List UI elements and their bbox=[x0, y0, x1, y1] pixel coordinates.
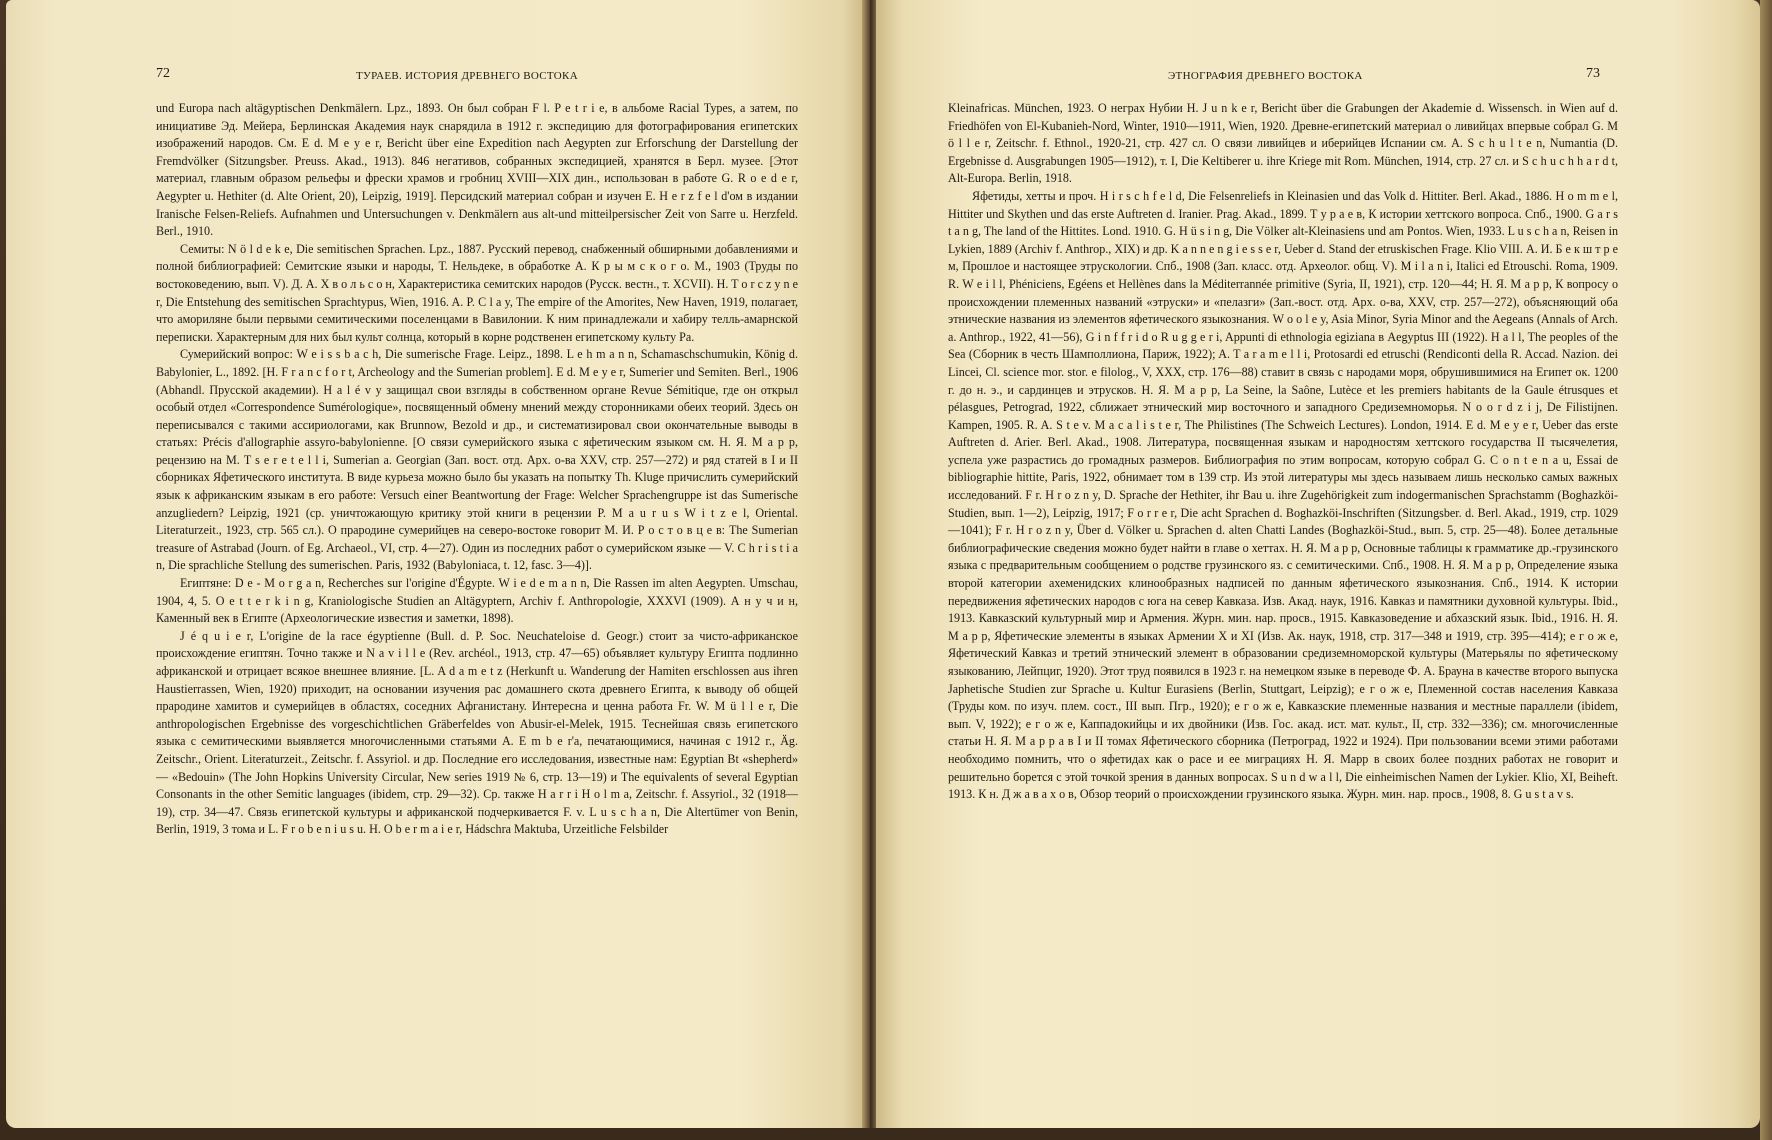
left-page-body bbox=[156, 100, 798, 839]
right-page-number: 73 bbox=[1586, 66, 1600, 81]
left-page-number: 72 bbox=[156, 66, 170, 81]
page-edges bbox=[1760, 0, 1772, 1140]
paragraph: Сумерийский вопрос: W e i s s b a c h, Die sumerische Frage. Leipz., 1898. L e h m a n n, Schamaschschumukin, König d. Babylonier, L., 1892. [H. F r a n c f o r t, Archeology and the Sumerian problem]. E d. M e y e r, Sumerier und Semiten. Berl., 1906 (Abhandl. Прусской академии). H a l é v y защищал свои взгляды в собственном органе Revue Sémitique, где он открыл особый отдел «Correspondence Sumérologique», посвященный обмену мнений между сторонниками обеих теорий. Здесь он переписывался с такими ассириологами, как Brunnow, Bezold и др., и систематизировал свои окончательные выводы в статьях: Précis d'allographie assyro-babylonienne. [О связи сумерийского языка с яфетическим языком см. Н. Я. М а р р, рецензию на М. T s e r e t e l l i, Sumerian a. Georgian (Зап. вост. отд. Арх. о-ва XXV, стр. 257—272) и ряд статей в I и II сборниках Яфетического института. В виде курьеза можно было бы указать на попытку Th. Kluge причислить сумерийский язык к африканским языкам в его работе: Versuch einer Beantwortung der Frage: Welcher Sprachengruppe ist das Sumerische anzugliedern? Leipzig, 1921 (ср. уничтожающую критику этой книги в рецензии P. M a u r u s W i t z e l, Oriental. Literaturzeit., 1923, стр. 565 сл.). О прародине сумерийцев на северо-востоке говорит М. И. Р о с т о в ц е в: The Sumerian treasure of Astrabad (Journ. of Eg. Archaeol., VI, стр. 4—27). Один из последних работ о сумерийском языке — V. C h r i s t i a n, Die sprachliche Stellung des sumerischen. Paris, 1932 (Babyloniaca, t. 12, fasc. 3—4)]. bbox=[156, 347, 798, 573]
left-running-head: ТУРАЕВ. ИСТОРИЯ ДРЕВНЕГО ВОСТОКА bbox=[356, 70, 578, 82]
left-page bbox=[6, 0, 868, 1128]
right-running-head: ЭТНОГРАФИЯ ДРЕВНЕГО ВОСТОКА bbox=[1168, 70, 1363, 82]
paragraph: Семиты: N ö l d e k e, Die semitischen Sprachen. Lpz., 1887. Русский перевод, снабженный обширными добавлениями и полной библиографией: Семитские языки и народы, Т. Нельдеке, в обработке А. К р ы м с к о г о. М., 1903 (Труды по востоковедению, вып. V). Д. А. Х в о л ь с о н, Характеристика семитских народов (Русск. вестн., т. XCVII). H. T o r c z y n e r, Die Entstehung des semitischen Sprachtypus, Wien, 1916. A. P. C l a y, The empire of the Amorites, New Haven, 1919, полагает, что амориляне были первыми семитическими поселенцами в Вавилонии. К ним принадлежали и хабиру телль-амарнской переписки. Характерным для них был культ солнца, который в корне родственен египетскому культу Ра. bbox=[156, 241, 798, 344]
paragraph: Kleinafricas. München, 1923. О неграх Нубии H. J u n k e r, Bericht über die Grabungen der Akademie d. Wissensch. in Wien auf d. Friedhöfen von El-Kubanieh-Nord, Winter, 1910—1911, Wien, 1920. Древне-египетский материал о ливийцах впервые собрал G. M ö l l e r, Zeitschr. f. Ethnol., 1920-21, стр. 427 сл. О связи ливийцев и иберийцев Испании см. A. S c h u l t e n, Numantia (D. Ergebnisse d. Ausgrabungen 1905—1912), т. I, Die Keltiberer u. ihre Kriege mit Rom. München, 1914, стр. 27 сл. и S c h u c h h a r d t, Alt-Europa. Berlin, 1918. bbox=[948, 101, 1618, 186]
paragraph: J é q u i e r, L'origine de la race égyptienne (Bull. d. P. Soc. Neuchateloise d. Geogr.) стоит за чисто-африканское происхождение египтян. Точно также и N a v i l l e (Rev. archéol., 1913, стр. 47—65) объявляет культуру Египта подлинно африканской и отрицает всякое внешнее влияние. [L. A d a m e t z (Herkunft u. Wanderung der Hamiten erschlossen aus ihren Haustierrassen, Wien, 1920) приходит, на основании изучения рас домашнего скота древнего Египта, к выводу об общей прародине хамитов и сумерийцев в областях, соседних Афганистану. Интересна и ценна работа Fr. W. M ü l l e r, Die anthropologischen Ergebnisse des vorgeschichtlichen Gräberfeldes von Abusir-el-Melek, 1915. Теснейшая связь египетского языка с семитическими выявляется многочисленными статьями A. E m b e r'a, печатающимися, начиная с 1912 г., Äg. Zeitschr., Orient. Literaturzeit., Zeitschr. f. Assyriol. и др. Последние его исследования, известные нам: Egyptian Bt «shepherd» — «Bedouin» (The John Hopkins University Circular, New series 1919 № 6, стр. 13—19) и The equivalents of several Egyptian Consonants in the other Semitic languages (ibidem, стр. 29—32). Ср. также H a r r i H o l m a, Zeitschr. f. Assyriol., 32 (1918—19), стр. 34—47. Связь египетской культуры и африканской подчеркивается F. v. L u s c h a n, Die Altertümer von Benin, Berlin, 1919, 3 тома и L. F r o b e n i u s u. H. O b e r m a i e r, Hádschra Maktuba, Urzeitliche Felsbilder bbox=[156, 628, 798, 837]
paragraph: Египтяне: D e - M o r g a n, Recherches sur l'origine d'Égypte. W i e d e m a n n, Die Rassen im alten Aegypten. Umschau, 1904, 4, 5. O e t t e r k i n g, Kraniologische Studien an Altägyptern, Archiv f. Anthropologie, XXXVI (1909). А н у ч и н, Каменный век в Египте (Археологические известия и заметки, 1898). bbox=[156, 576, 798, 626]
paragraph: und Europa nach altägyptischen Denkmälern. Lpz., 1893. Он был собран F l. P e t r i e, в альбоме Racial Types, а затем, по инициативе Эд. Мейера, Берлинская Академия наук снарядила в 1912 г. экспедицию для фотографирования египетских изображений народов. См. E d. M e y e r, Bericht über eine Expedition nach Aegypten zur Erforschung der Darstellung der Fremdvölker (Sitzungsber. Preuss. Akad., 1913). 846 негативов, собранных экспедицией, хранятся в Берл. музее. [Этот материал, главным образом рельефы и фрески храмов и гробниц XVIII—XIX дин., использован в работе G. R o e d e r, Aegypter u. Hethiter (d. Alte Orient, 20), Leipzig, 1919]. Персидский материал собран и изучен E. H e r z f e l d'ом в издании Iranische Felsen-Reliefs. Aufnahmen und Untersuchungen v. Denkmälern aus alt-und mitteilpersischer Zeit von Sarre u. Herzfeld. Berl., 1910. bbox=[156, 101, 798, 239]
right-page-body bbox=[948, 100, 1618, 804]
paragraph: Яфетиды, хетты и проч. H i r s c h f e l d, Die Felsenreliefs in Kleinasien und das Volk d. Hittiter. Berl. Akad., 1886. H o m m e l, Hittiter und Skythen und das erste Auftreten d. Iranier. Prag. Akad., 1899. Т у р а е в, К истории хеттского вопроса. Спб., 1900. G a r s t a n g, The land of the Hittites. Lond. 1910. G. H ü s i n g, Die Völker alt-Kleinasiens und am Pontos. Wien, 1933. L u s c h a n, Reisen in Lykien, 1889 (Archiv f. Anthrop., XIX) и др. K a n n e n g i e s s e r, Ueber d. Stand der etruskischen Frage. Klio VIII. А. И. Б е к ш т р е м, Прошлое и настоящее этрускологии. Спб., 1908 (Зап. класс. отд. Археолог. общ. V). M i l a n i, Italici ed Etrouschi. Roma, 1909. R. W e i l l, Phéniciens, Egéens et Hellènes dans la Méditerrannée primitive (Syria, II, 1921), стр. 120—44; Н. Я. М а р р, К вопросу о происхождении племенных названий «этруски» и «пелазги» (Зап.-вост. отд. Арх. о-ва, XXV, стр. 257—272), объясняющий оба этнические названия из элементов яфетического языкознания. W o o l e y, Asia Minor, Syria Minor and the Aegeans (Annals of Arch. a. Anthrop., 1922, 41—56), G i n f f r i d o R u g g e r i, Appunti di ethnologia egiziana в Aegyptus III (1922). H a l l, The peoples of the Sea (Сборник в честь Шамполлиона, Париж, 1922); A. T a r a m e l l i, Protosardi ed etruschi (Rendiconti della R. Accad. Nazion. dei Lincei, Cl. science mor. stor. e filolog., V, XXX, стр. 176—88) ставит в связь с народами моря, обрушившимися на Египет ок. 1200 г. до н. э., и сардинцев и этрусков. Н. Я. М а р р, La Seine, la Saône, Lutèce et les premiers habitants de la Gaule étrusques et pélasgues, Petrograd, 1922, сближает этнический мир восточного и западного Средиземноморья. N o o r d z i j, De Filistijnen. Kampen, 1905. R. A. S t e v. M a c a l i s t e r, The Philistines (The Schweich Lectures). London, 1914. E d. M e y e r, Ueber das erste Auftreten d. Arier. Berl. Akad., 1908. Литература, посвященная языкам и народностям хеттского государства II тысячелетия, успела уже разрастись до громадных размеров. Библиография по этим вопросам, которую собрал G. C o n t e n a u, Essai de bibliographie hittite, Paris, 1922, обнимает том в 139 стр. Из этой литературы мы здесь называем лишь несколько самых важных исследований. F r. H r o z n y, D. Sprache der Hethiter, ihr Bau u. ihre Zugehörigkeit zum indogermanischen Sprachstamm (Boghazköi-Studien, вып. 1—2), Leipzig, 1917; F o r r e r, Die acht Sprachen d. Boghazköi-Inschriften (Sitzungsber. d. Berl. Akad., 1919, стр. 1029—1041); F r. H r o z n y, Über d. Völker u. Sprachen d. alten Chatti Landes (Boghazköi-Stud., вып. 5, стр. 25—48). Более детальные библиографические сведения можно будет найти в главе о хеттах. Н. Я. М а р р, Основные таблицы к грамматике др.-грузинского языка с предварительным сообщением о родстве грузинского яз. с семитическими. Спб., 1908. Н. Я. М а р р, Определение языка второй категории ахеменидских клинообразных надписей по данным яфетического языкознания. Спб., 1914. К истории передвижения яфетических народов с юга на север Кавказа. Изв. Акад. наук, 1916. Кавказ и памятники духовной культуры. Ibid., 1913. Кавказский культурный мир и Армения. Журн. мин. нар. просв., 1915. Кавказоведение и абхазский язык. Ibid., 1916. Н. Я. М а р р, Яфетические элементы в языках Армении X и XI (Изв. Ак. наук, 1918, стр. 317—348 и 1919, стр. 395—414); е г о ж е, Яфетический Кавказ и третий этнический элемент в образовании средиземноморской культуры (Матерьялы по яфетическому языкованию, Лейпциг, 1920). Этот труд появился в 1923 г. на немецком языке в переводе Ф. А. Брауна в качестве второго выпуска Japhetische Studien zur Sprache u. Kultur Eurasiens (Berlin, Stuttgart, Leipzig); е г о ж е, Племенной состав населения Кавказа (Труды ком. по изуч. плем. сост., III вып. Пгр., 1920); е г о ж е, Кавказские племенные названия и местные параллели (ibidem, вып. V, 1922); е г о ж е, Каппадокийцы и их двойники (Изв. Гос. акад. ист. мат. культ., II, стр. 332—336); см. многочисленные статьи Н. Я. М а р р а в I и II томах Яфетического сборника (Петроград, 1922 и 1924). При пользовании всеми этими работами необходимо помнить, что о яфетидах как о расе и ее миграциях Н. Я. Марр в своих более поздних работах не говорит и решительно борется с этой точкой зрения в данных вопросах. S u n d w a l l, Die einheimischen Namen der Lykier. Klio, XI, Beiheft. 1913. К н. Д ж а в а х о в, Обзор теорий о происхождении грузинского языка. Журн. мин. нар. просв., 1908, 8. G u s t a v s. bbox=[948, 188, 1618, 802]
right-page bbox=[876, 0, 1760, 1128]
